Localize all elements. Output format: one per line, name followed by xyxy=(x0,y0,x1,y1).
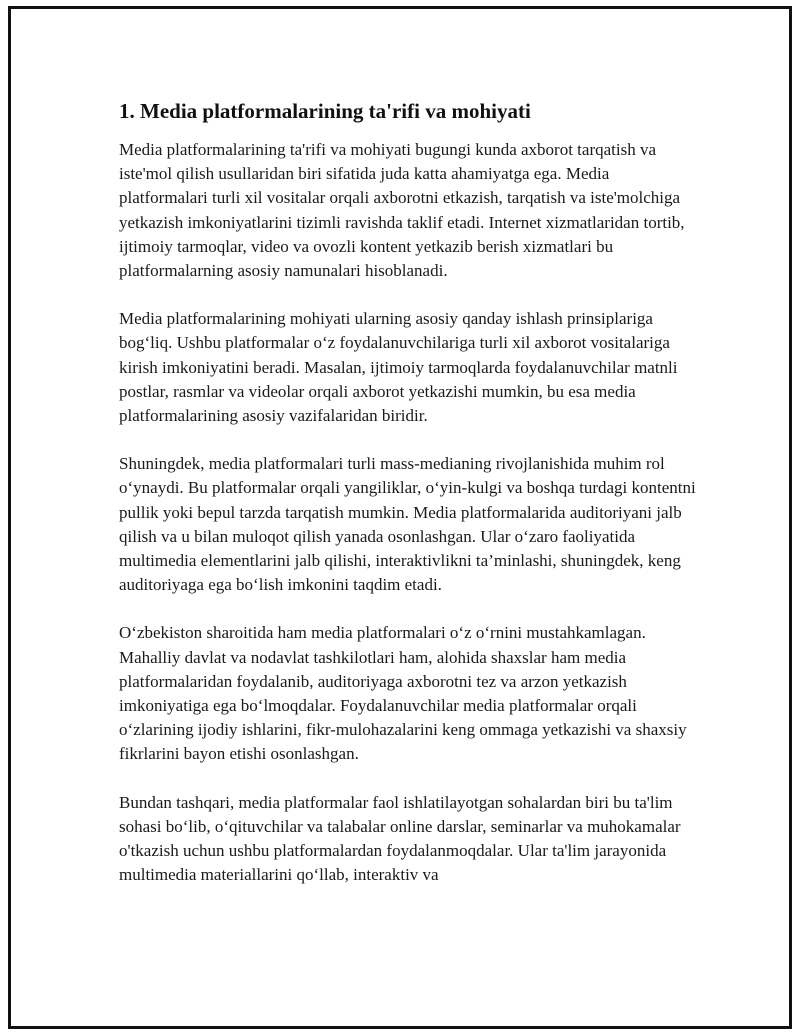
paragraph-4: O‘zbekiston sharoitida ham media platformalari o‘z o‘rnini mustahkamlagan. Mahalliy davlat va nodavlat tashkilotlari ham, alohida shaxslar ham media platformalaridan foydalanib, auditoriyaga axborotni tez va arzon yetkazish imkoniyatiga ega bo‘lmoqdalar. Foydalanuvchilar media platformalar orqali o‘zlarining ijodiy ishlarini, fikr-mulohazalarini keng ommaga yetkazishi va shaxsiy fikrlarini bayon etishi osonlashgan. xyxy=(119,623,687,764)
paragraph-5: Bundan tashqari, media platformalar faol ishlatilayotgan sohalardan biri bu ta'lim sohasi bo‘lib, o‘qituvchilar va talabalar online darslar, seminarlar va muhokamalar o'tkazish uchun ushbu platformalardan foydalanmoqdalar. Ular ta'lim jarayonida multimedia materiallarini qo‘llab, interaktiv va xyxy=(119,792,681,885)
paragraph-3: Shuningdek, media platformalari turli mass-medianing rivojlanishida muhim rol o‘ynaydi. Bu platformalar orqali yangiliklar, o‘yin-kulgi va boshqa turdagi kontentni pullik yoki bepul tarzda tarqatish mumkin. Media platformalarida auditoriyani jalb qilish va u bilan muloqot qilish yanada osonlashgan. Ular o‘zaro faoliyatida multimedia elementlarini jalb qilishi, interaktivlikni ta’minlashi, shuningdek, keng auditoriyaga ega bo‘lish imkonini taqdim etadi. xyxy=(119,454,696,595)
section-heading: 1. Media platformalarining ta'rifi va mohiyati xyxy=(119,99,531,123)
document-content xyxy=(119,97,699,911)
document-page xyxy=(8,6,792,1029)
paragraph-1: Media platformalarining ta'rifi va mohiyati bugungi kunda axborot tarqatish va iste'mol qilish usullaridan biri sifatida juda katta ahamiyatga ega. Media platformalari turli xil vositalar orqali axborotni etkazish, tarqatish va iste'molchiga yetkazish imkoniyatlarini tizimli ravishda taklif etadi. Internet xizmatlaridan tortib, ijtimoiy tarmoqlar, video va ovozli kontent yetkazib berish xizmatlari bu platformalarning asosiy namunalari hisoblanadi. xyxy=(119,140,685,281)
paragraph-2: Media platformalarining mohiyati ularning asosiy qanday ishlash prinsiplariga bog‘liq. Ushbu platformalar o‘z foydalanuvchilariga turli xil axborot vositalariga kirish imkoniyatini beradi. Masalan, ijtimoiy tarmoqlarda foydalanuvchilar matnli postlar, rasmlar va videolar orqali axborot yetkazishi mumkin, bu esa media platformalarining asosiy vazifalaridan biridir. xyxy=(119,309,678,426)
